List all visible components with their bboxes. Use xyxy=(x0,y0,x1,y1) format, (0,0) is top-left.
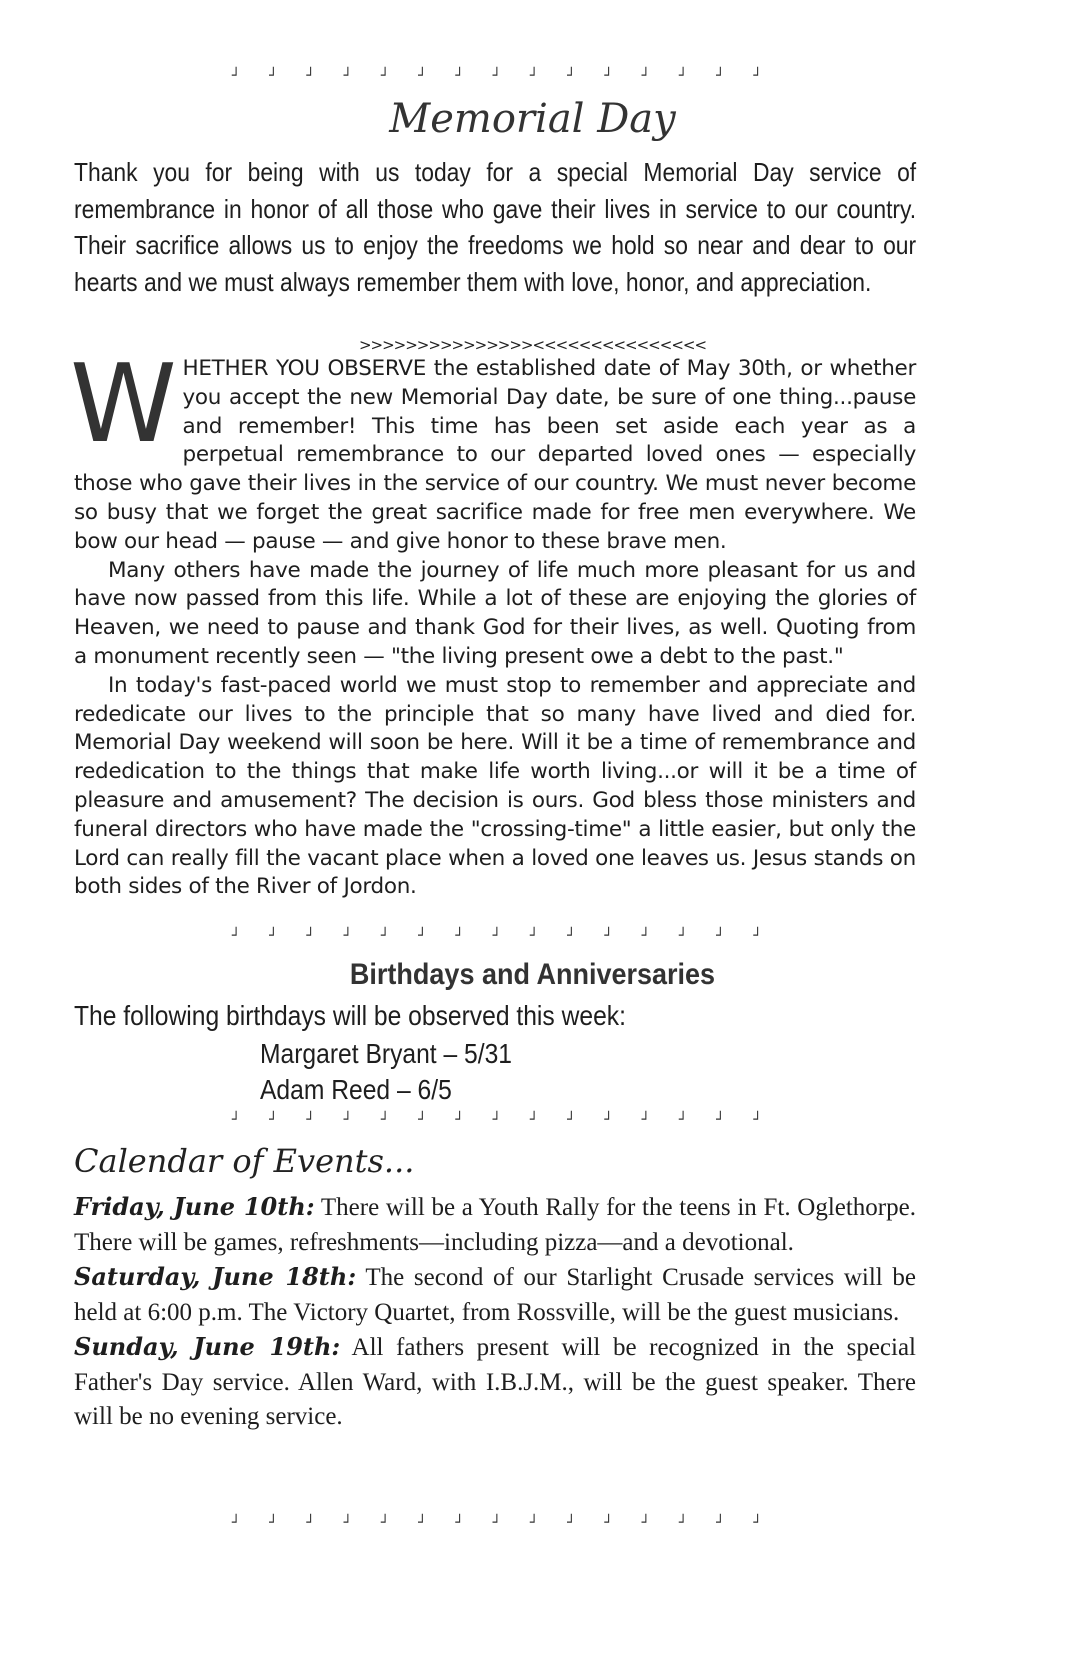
divider-mark: ┘ xyxy=(567,928,576,944)
event-date: Sunday, June 19th: xyxy=(74,1332,341,1361)
article-paragraph-2: Many others have made the journey of life much more pleasant for us and have now passed from this life. While a lot of these are enjoying the glories of Heaven, we need to pause and thank God for their lives, as well. Quoting from a monument recently seen — "the living present owe a debt to the past." xyxy=(74,557,916,669)
divider-mark: ┘ xyxy=(492,1515,502,1531)
calendar-heading: Calendar of Events... xyxy=(74,1142,415,1180)
divider-mark: ┘ xyxy=(455,1112,464,1128)
divider-mark: ┘ xyxy=(343,1112,353,1128)
divider-mark: ┘ xyxy=(716,928,725,944)
divider-mark: ┘ xyxy=(641,928,651,944)
divider-mark: ┘ xyxy=(604,928,613,944)
divider-mark: ┘ xyxy=(530,68,539,84)
divider-mark: ┘ xyxy=(418,1515,427,1531)
divider-mark: ┘ xyxy=(232,1515,241,1531)
divider-mark: ┘ xyxy=(343,68,353,84)
divider-mark: ┘ xyxy=(306,928,315,944)
divider-mark: ┘ xyxy=(679,928,688,944)
divider-mark: ┘ xyxy=(641,68,651,84)
divider-mark: ┘ xyxy=(455,1515,464,1531)
calendar-events xyxy=(74,1190,916,1435)
divider-mark: ┘ xyxy=(269,68,278,84)
divider-mark: ┘ xyxy=(753,1112,762,1128)
divider-mark: ┘ xyxy=(492,928,502,944)
event-date: Saturday, June 18th: xyxy=(74,1262,357,1291)
divider-mark: ┘ xyxy=(604,1112,613,1128)
divider-mark: ┘ xyxy=(753,1515,762,1531)
divider-mark: ┘ xyxy=(567,68,576,84)
birthday-list xyxy=(260,1036,512,1108)
divider-mark: ┘ xyxy=(381,928,390,944)
divider-mark: ┘ xyxy=(604,1515,613,1531)
divider-mark: ┘ xyxy=(530,928,539,944)
event-text: All fathers present will be recognized in the special Father's Day service. Allen Ward, with I.B.J.M., will be the guest speaker. There will be no evening service. xyxy=(74,1334,916,1430)
divider-mark: ┘ xyxy=(567,1112,576,1128)
memorial-day-title: Memorial Day xyxy=(389,96,676,142)
divider-mark: ┘ xyxy=(604,68,613,84)
divider-mark: ┘ xyxy=(381,1515,390,1531)
event-date: Friday, June 10th: xyxy=(74,1192,315,1221)
birthday-item: Adam Reed – 6/5 xyxy=(260,1074,452,1105)
divider-mark: ┘ xyxy=(269,1112,278,1128)
drop-cap: W xyxy=(70,342,177,467)
divider-mark: ┘ xyxy=(679,68,688,84)
divider-mark: ┘ xyxy=(716,68,725,84)
divider-mark: ┘ xyxy=(232,68,241,84)
event-text: The second of our Starlight Crusade services will be held at 6:00 p.m. The Victory Quartet, from Rossville, will be the guest musicians. xyxy=(74,1264,916,1326)
divider-mark: ┘ xyxy=(567,1515,576,1531)
divider-mark: ┘ xyxy=(232,928,241,944)
article-paragraph-3: In today's fast-paced world we must stop to remember and appreciate and rededicate our lives to the principle that so many have lived and died for. Memorial Day weekend will soon be here. Will it be a time of remembrance and rededication to the things that make life worth living...or will it be a time of pleasure and amusement? The decision is ours. God bless those ministers and funeral directors who have made the "crossing-time" a little easier, but only the Lord can really fill the vacant place when a loved one leaves us. Jesus stands on both sides of the River of Jordon. xyxy=(74,672,916,900)
birthday-item: Margaret Bryant – 5/31 xyxy=(260,1038,513,1069)
divider-mark: ┘ xyxy=(753,928,762,944)
birthdays-intro: The following birthdays will be observed this week: xyxy=(74,1000,626,1031)
memorial-article xyxy=(70,342,916,902)
divider-mark: ┘ xyxy=(716,1515,725,1531)
divider-top xyxy=(232,68,762,84)
divider-mark: ┘ xyxy=(418,1112,427,1128)
divider-lower xyxy=(232,1112,762,1128)
divider-mark: ┘ xyxy=(418,928,427,944)
divider-mark: ┘ xyxy=(381,68,390,84)
divider-mark: ┘ xyxy=(269,1515,278,1531)
divider-mark: ┘ xyxy=(269,928,278,944)
memorial-intro: Thank you for being with us today for a special Memorial Day service of remembrance in honor of all those who gave their lives in service to our country. Their sacrifice allows us to enjoy the freedoms we hold so near and dear to our hearts and we must always remember them with love, honor, and appreciation. xyxy=(74,157,917,297)
divider-mark: ┘ xyxy=(381,1112,390,1128)
event-item xyxy=(74,1190,916,1260)
divider-mark: ┘ xyxy=(455,68,464,84)
divider-bottom xyxy=(232,1515,762,1531)
event-text: There will be a Youth Rally for the teens in Ft. Oglethorpe. There will be games, refreshments—including pizza—and a devotional. xyxy=(74,1194,916,1256)
divider-mark: ┘ xyxy=(343,1515,353,1531)
divider-mark: ┘ xyxy=(641,1112,651,1128)
divider-mark: ┘ xyxy=(716,1112,725,1128)
divider-mark: ┘ xyxy=(492,68,502,84)
divider-mark: ┘ xyxy=(343,928,353,944)
divider-mark: ┘ xyxy=(679,1112,688,1128)
divider-mark: ┘ xyxy=(492,1112,502,1128)
divider-mark: ┘ xyxy=(530,1515,539,1531)
event-item xyxy=(74,1260,916,1330)
chevron-divider: >>>>>>>>>>>>>>><<<<<<<<<<<<<<< xyxy=(358,336,707,354)
divider-mark: ┘ xyxy=(455,928,464,944)
divider-middle xyxy=(232,928,762,944)
divider-mark: ┘ xyxy=(306,68,315,84)
birthdays-heading: Birthdays and Anniversaries xyxy=(349,958,716,991)
divider-mark: ┘ xyxy=(306,1112,315,1128)
event-item xyxy=(74,1330,916,1435)
divider-mark: ┘ xyxy=(232,1112,241,1128)
divider-mark: ┘ xyxy=(641,1515,651,1531)
divider-mark: ┘ xyxy=(530,1112,539,1128)
divider-mark: ┘ xyxy=(679,1515,688,1531)
divider-mark: ┘ xyxy=(753,68,762,84)
article-paragraph-1: HETHER YOU OBSERVE the established date of May 30th, or whether you accept the new Memorial Day date, be sure of one thing...pause and remember! This time has been set aside each year as a perpetual remembrance to our departed loved ones — especially those who gave their lives in the service of our country. We must never become so busy that we forget the great sacrifice made for free men everywhere. We bow our head — pause — and give honor to these brave men. xyxy=(74,356,916,554)
divider-mark: ┘ xyxy=(418,68,427,84)
divider-mark: ┘ xyxy=(306,1515,315,1531)
